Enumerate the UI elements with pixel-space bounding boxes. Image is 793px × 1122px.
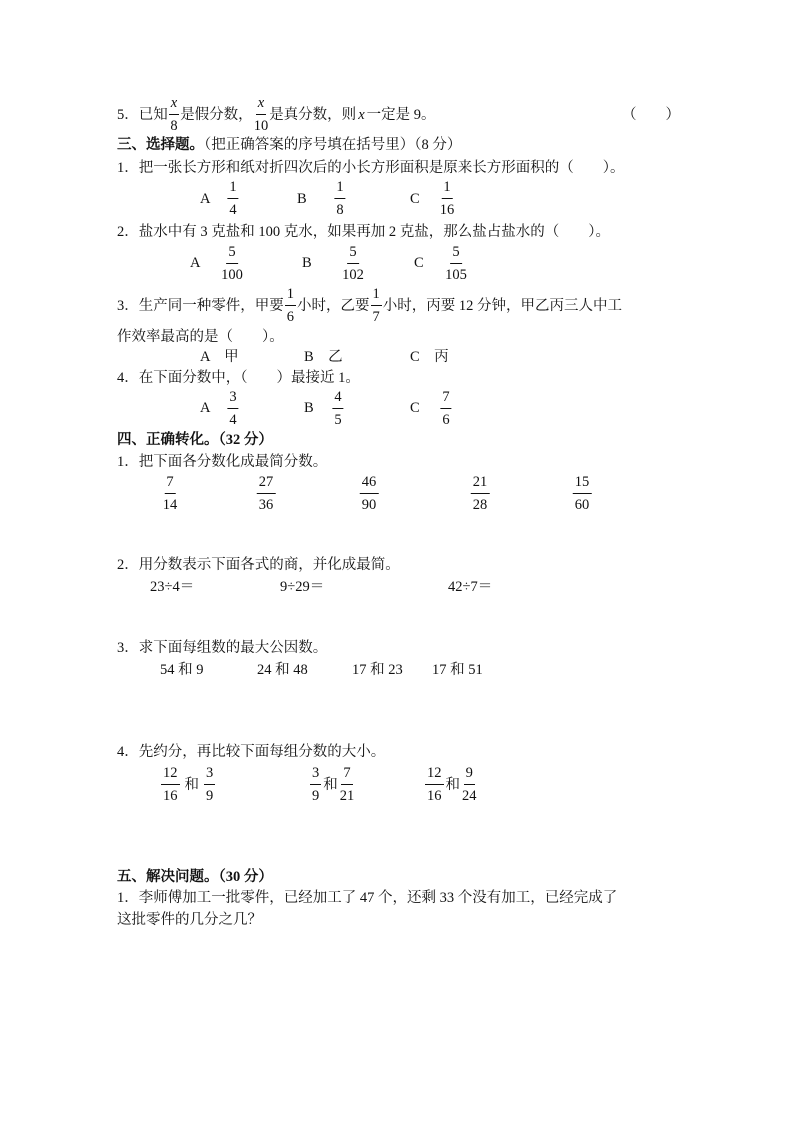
fraction: $\frac{7}{14}$ xyxy=(162,474,178,513)
fraction: 3 9 xyxy=(312,765,320,804)
option: B 乙 xyxy=(304,349,343,365)
fraction: 3 9 xyxy=(206,765,214,804)
question-text: 小时，乙要 xyxy=(297,297,370,314)
fraction: $\frac{27}{36}$ xyxy=(258,474,274,513)
fraction: 7 21 xyxy=(339,765,355,804)
fraction: $\frac{4}{5}$ xyxy=(334,389,342,428)
q5-text: 一定是 9。 xyxy=(366,106,436,123)
question-text: 4．在下面分数中，（ ）最接近 1。 xyxy=(117,370,360,386)
option-label: B xyxy=(304,400,314,416)
fraction: $\frac{1}{16}$ xyxy=(439,179,455,218)
question-text: 3．求下面每组数的最大公因数。 xyxy=(117,640,328,656)
question-text: 1．把下面各分数化成最简分数。 xyxy=(117,454,328,470)
fraction-pair xyxy=(160,764,216,805)
fraction: $\frac{3}{4}$ xyxy=(229,389,237,428)
fraction: $\frac{15}{60}$ xyxy=(574,474,590,513)
option: A 甲 xyxy=(200,349,239,365)
number-pair: 54 和 9 xyxy=(160,662,204,678)
number-pair: 24 和 48 xyxy=(257,662,308,678)
q5-variable: x xyxy=(358,106,365,123)
option-label: A xyxy=(200,400,211,416)
number-pair: 17 和 23 xyxy=(352,662,403,678)
question-text: 小时，丙要 12 分钟，甲乙丙三人中工 xyxy=(382,297,622,314)
q3-line xyxy=(117,285,622,326)
question-text: 1．把一张长方形和纸对折四次后的小长方形面积是原来长方形面积的（ ）。 xyxy=(117,160,625,176)
and-text: 和 xyxy=(445,776,460,793)
option-label: A xyxy=(190,255,201,271)
fraction: $\frac{7}{6}$ xyxy=(442,389,450,428)
option-label: C xyxy=(410,191,420,207)
option-label: C xyxy=(410,400,420,416)
q5-text: 是真分数，则 xyxy=(269,106,357,123)
and-text: 和 xyxy=(184,776,199,793)
section-title: 五、解决问题。（30 分） xyxy=(117,869,273,885)
question-text: 2．盐水中有 3 克盐和 100 克水，如果再加 2 克盐，那么盐占盐水的（ ）。 xyxy=(117,224,610,240)
option-label: C xyxy=(414,255,424,271)
number-pair: 17 和 51 xyxy=(432,662,483,678)
q5-label: 5．已知 xyxy=(117,106,168,123)
fraction: $\frac{1}{4}$ xyxy=(229,179,237,218)
fraction: $\frac{5}{102}$ xyxy=(342,244,364,283)
q5-text: 是假分数， xyxy=(180,106,253,123)
option-label: B xyxy=(297,191,307,207)
fraction: $\frac{46}{90}$ xyxy=(361,474,377,513)
section-title: 四、正确转化。（32 分） xyxy=(117,432,273,448)
fraction: x 8 xyxy=(170,95,178,134)
question-text: 作效率最高的是（ ）。 xyxy=(117,329,284,345)
fraction: $\frac{5}{100}$ xyxy=(221,244,243,283)
fraction: x 10 xyxy=(253,95,269,134)
expression: 23÷4＝ xyxy=(150,579,195,595)
fraction-pair xyxy=(309,764,355,805)
section-title: 三、选择题。（把正确答案的序号填在括号里）（8 分） xyxy=(117,137,462,153)
fraction: $\frac{5}{105}$ xyxy=(445,244,467,283)
question-text: 4．先约分，再比较下面每组分数的大小。 xyxy=(117,744,386,760)
fraction: 12 16 xyxy=(163,765,178,804)
option-label: A xyxy=(200,191,211,207)
fraction: 9 24 xyxy=(462,765,477,804)
expression: 9÷29＝ xyxy=(280,579,325,595)
question-text: 3．生产同一种零件，甲要 xyxy=(117,297,284,314)
question-text: 2．用分数表示下面各式的商，并化成最简。 xyxy=(117,557,400,573)
expression: 42÷7＝ xyxy=(448,579,493,595)
fraction: 1 7 xyxy=(372,286,380,325)
q5-line xyxy=(117,94,436,135)
fraction: 12 16 xyxy=(427,765,442,804)
fraction: $\frac{21}{28}$ xyxy=(472,474,488,513)
fraction-pair xyxy=(424,764,478,805)
option-label: B xyxy=(302,255,312,271)
fraction: 1 6 xyxy=(286,286,294,325)
fraction: $\frac{1}{8}$ xyxy=(336,179,344,218)
question-text: 1．李师傅加工一批零件，已经加工了 47 个，还剩 33 个没有加工，已经完成了 xyxy=(117,890,618,906)
question-text: 这批零件的几分之几？ xyxy=(117,912,262,928)
option: C 丙 xyxy=(410,349,449,365)
and-text: 和 xyxy=(323,776,338,793)
answer-blank[interactable]: （ ） xyxy=(622,107,680,123)
